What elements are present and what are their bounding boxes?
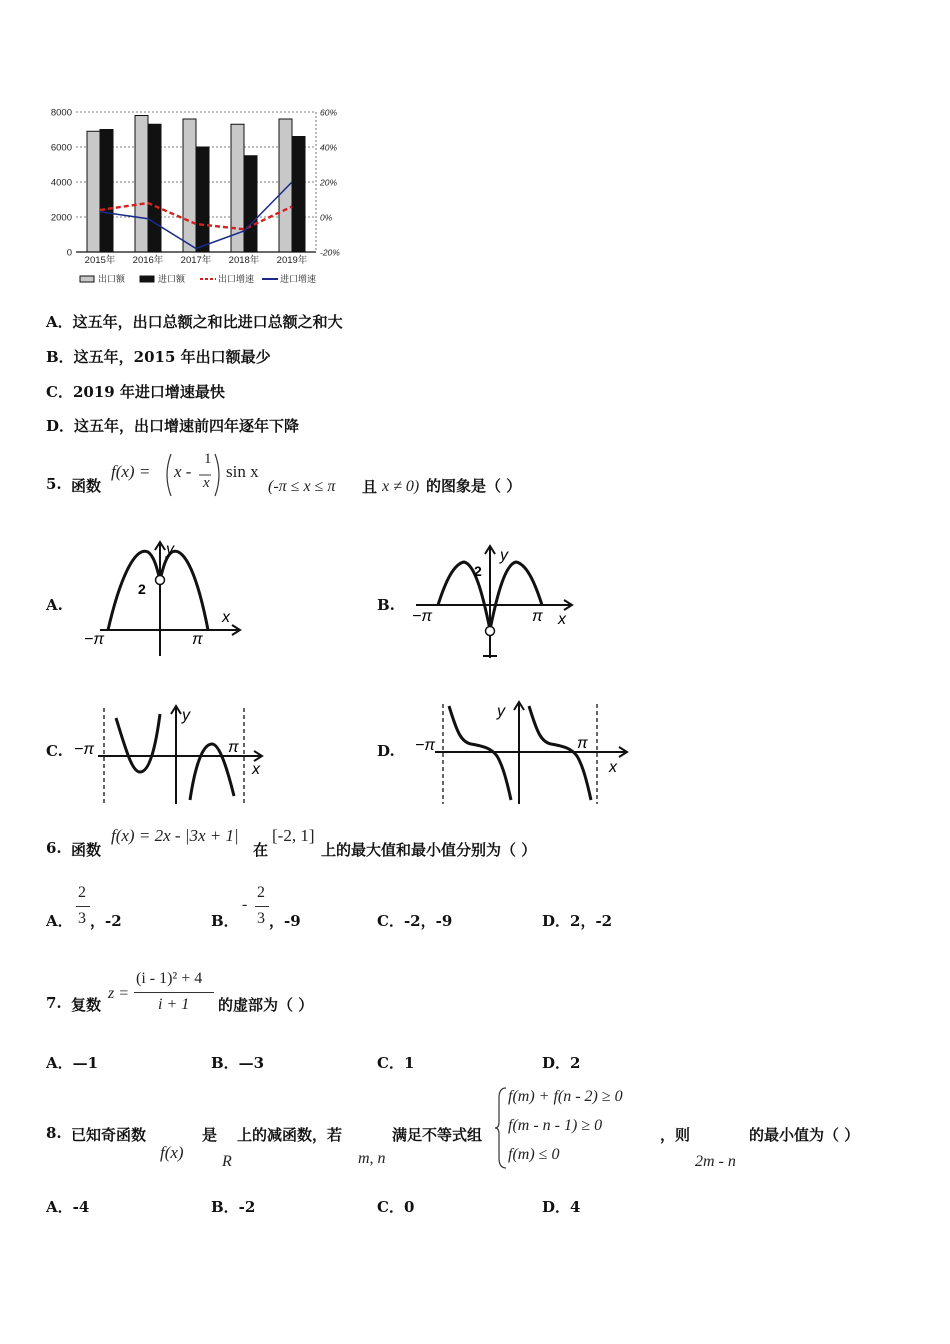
q7-lead: 复数 [71, 996, 102, 1014]
q6-option-b-rest: ，-9 [269, 912, 301, 930]
graph-c-pi: π [228, 739, 239, 756]
left-tick-label: 6000 [50, 142, 72, 154]
graph-a-x-label: x [222, 609, 230, 626]
bar-import [244, 156, 257, 252]
q5-tail: 的图象是（ ） [426, 477, 522, 495]
chart-legend [80, 273, 316, 284]
q6-number: 6. [46, 839, 62, 857]
q7-number: 7. [46, 994, 62, 1012]
q7-den: i + 1 [158, 996, 190, 1013]
q4-option-d: D．这五年，出口增速前四年逐年下降 [46, 417, 300, 435]
x-tick-label: 2016年 [132, 255, 164, 266]
q8-part6: 的最小值为（ ） [749, 1126, 860, 1144]
x-tick-label: 2017年 [180, 255, 212, 266]
q8-sys2: f(m - n - 1) ≥ 0 [508, 1117, 603, 1134]
q5-domain2: x ≠ 0) [382, 478, 420, 495]
legend-label: 进口增速 [280, 274, 317, 284]
q6-fx: f(x) = 2x - |3x + 1| [111, 826, 239, 845]
q5-graph-d [405, 700, 635, 810]
q7-z: z = [108, 985, 130, 1002]
bar-export [183, 119, 196, 252]
right-tick-label: -20% [320, 247, 340, 258]
graph-b-pi: π [532, 608, 543, 625]
q8-option-c: C．0 [377, 1198, 415, 1216]
bar-import [148, 124, 161, 252]
q6-option-a-den: 3 [78, 910, 86, 927]
q8-number: 8. [46, 1124, 62, 1142]
chart-bars [87, 116, 305, 253]
q7-option-d: D．2 [542, 1054, 581, 1072]
q4-option-c: C．2019 年进口增速最快 [46, 383, 225, 401]
right-tick-label: 40% [320, 142, 338, 153]
left-tick-label: 4000 [50, 177, 72, 189]
graph-a-pi: π [192, 631, 203, 648]
graph-b-y-label: y [500, 547, 508, 564]
q5-frac-den: x [203, 475, 210, 491]
q5-paren-left: x - [174, 462, 192, 481]
graph-d-pi: π [577, 735, 588, 752]
q8-part4: 满足不等式组 [392, 1126, 483, 1144]
q8-R: R [222, 1153, 232, 1170]
right-tick-label: 0% [320, 212, 333, 223]
q6-lead: 函数 [71, 841, 102, 859]
q7-option-c: C．1 [377, 1054, 415, 1072]
q5-frac-num: 1 [204, 451, 212, 467]
q6-interval: [-2, 1] [272, 826, 315, 845]
graph-b-neg-pi: −π [412, 608, 433, 625]
graph-b-two-label: 2 [474, 563, 482, 579]
q8-option-d: D．4 [542, 1198, 581, 1216]
graph-d-y-label: y [497, 703, 505, 720]
legend-swatch [80, 276, 94, 282]
q5-graph-c [70, 700, 270, 810]
q6-option-b-num: 2 [257, 884, 265, 901]
q7-option-a: A．—1 [46, 1054, 99, 1072]
q8-expr: 2m - n [695, 1153, 736, 1170]
right-tick-label: 20% [320, 177, 338, 188]
q6-option-b-label: B． [211, 912, 239, 930]
graph-c-y-label: y [182, 707, 190, 724]
graph-b-x-label: x [558, 611, 566, 628]
q5-fx: f(x) = [111, 462, 151, 481]
q8-option-b: B．-2 [211, 1198, 256, 1216]
legend-swatch [140, 276, 154, 282]
x-tick-label: 2018年 [228, 255, 260, 266]
graph-a-neg-pi: −π [84, 631, 105, 648]
q8-part5: ，则 [660, 1126, 691, 1144]
q8-system-brace [494, 1086, 508, 1170]
q5-graph-a [80, 538, 250, 660]
graph-a-two-label: 2 [138, 581, 146, 597]
q8-option-a: A．-4 [46, 1198, 90, 1216]
graph-c-neg-pi: −π [74, 741, 95, 758]
legend-label: 出口额 [98, 274, 126, 284]
q5-domain: (-π ≤ x ≤ π [268, 478, 336, 495]
q6-option-d: D．2，-2 [542, 912, 613, 930]
q6-option-a-label: A． [46, 912, 73, 930]
q5-graph-b [408, 540, 578, 662]
q6-option-a-num: 2 [78, 884, 86, 901]
bar-export [135, 116, 148, 253]
trade-chart [40, 100, 360, 292]
q5-sin: sin x [226, 462, 259, 481]
bar-export [87, 131, 100, 252]
q7-num: (i - 1)² + 4 [136, 970, 203, 987]
left-tick-label: 8000 [50, 107, 72, 119]
q5-lead: 函数 [71, 477, 102, 495]
graph-d-x-label: x [609, 759, 617, 776]
q5-option-d: D. [377, 742, 395, 760]
q4-option-b: B．这五年，2015 年出口额最少 [46, 348, 271, 366]
q6-option-b-fracbar [255, 906, 269, 907]
bar-import [196, 147, 209, 252]
q5-number: 5. [46, 475, 62, 493]
q5-option-a: A. [46, 596, 63, 614]
q6-zai: 在 [253, 841, 269, 859]
graph-c-x-label: x [252, 761, 260, 778]
q5-and: 且 [362, 478, 378, 496]
q8-part2: 是 [202, 1126, 218, 1144]
right-tick-label: 60% [320, 107, 338, 118]
q7-tail: 的虚部为（ ） [218, 996, 314, 1014]
q7-option-b: B．—3 [211, 1054, 265, 1072]
q5-option-c: C. [46, 742, 63, 760]
x-tick-label: 2015年 [84, 255, 116, 266]
legend-label: 进口额 [158, 274, 186, 284]
left-tick-label: 2000 [50, 212, 72, 224]
bar-import [100, 130, 113, 253]
q6-tail: 上的最大值和最小值分别为（ ） [321, 841, 537, 859]
q7-fracbar [134, 992, 214, 993]
q8-sys1: f(m) + f(n - 2) ≥ 0 [508, 1088, 623, 1105]
bar-export [279, 119, 292, 252]
q8-fx: f(x) [160, 1143, 184, 1162]
q4-option-a: A．这五年，出口总额之和比进口总额之和大 [46, 313, 343, 331]
q5-option-b: B. [377, 596, 395, 614]
q6-option-a-rest: ，-2 [90, 912, 122, 930]
legend-label: 出口增速 [218, 274, 255, 284]
x-tick-label: 2019年 [276, 255, 308, 266]
q8-part1: 已知奇函数 [71, 1126, 147, 1144]
q6-option-b-sign: - [242, 896, 248, 913]
q6-option-c: C．-2，-9 [377, 912, 453, 930]
q6-option-b-den: 3 [257, 910, 265, 927]
q8-part3: 上的减函数，若 [237, 1126, 343, 1144]
q8-sys3: f(m) ≤ 0 [508, 1146, 560, 1163]
q8-mn: m, n [358, 1150, 386, 1167]
graph-a-y-label: y [166, 541, 174, 558]
left-tick-label: 0 [66, 247, 72, 259]
bar-import [292, 137, 305, 253]
q6-option-a-fracbar [76, 906, 90, 907]
graph-d-neg-pi: −π [415, 737, 436, 754]
q5-parentheses [163, 452, 223, 498]
